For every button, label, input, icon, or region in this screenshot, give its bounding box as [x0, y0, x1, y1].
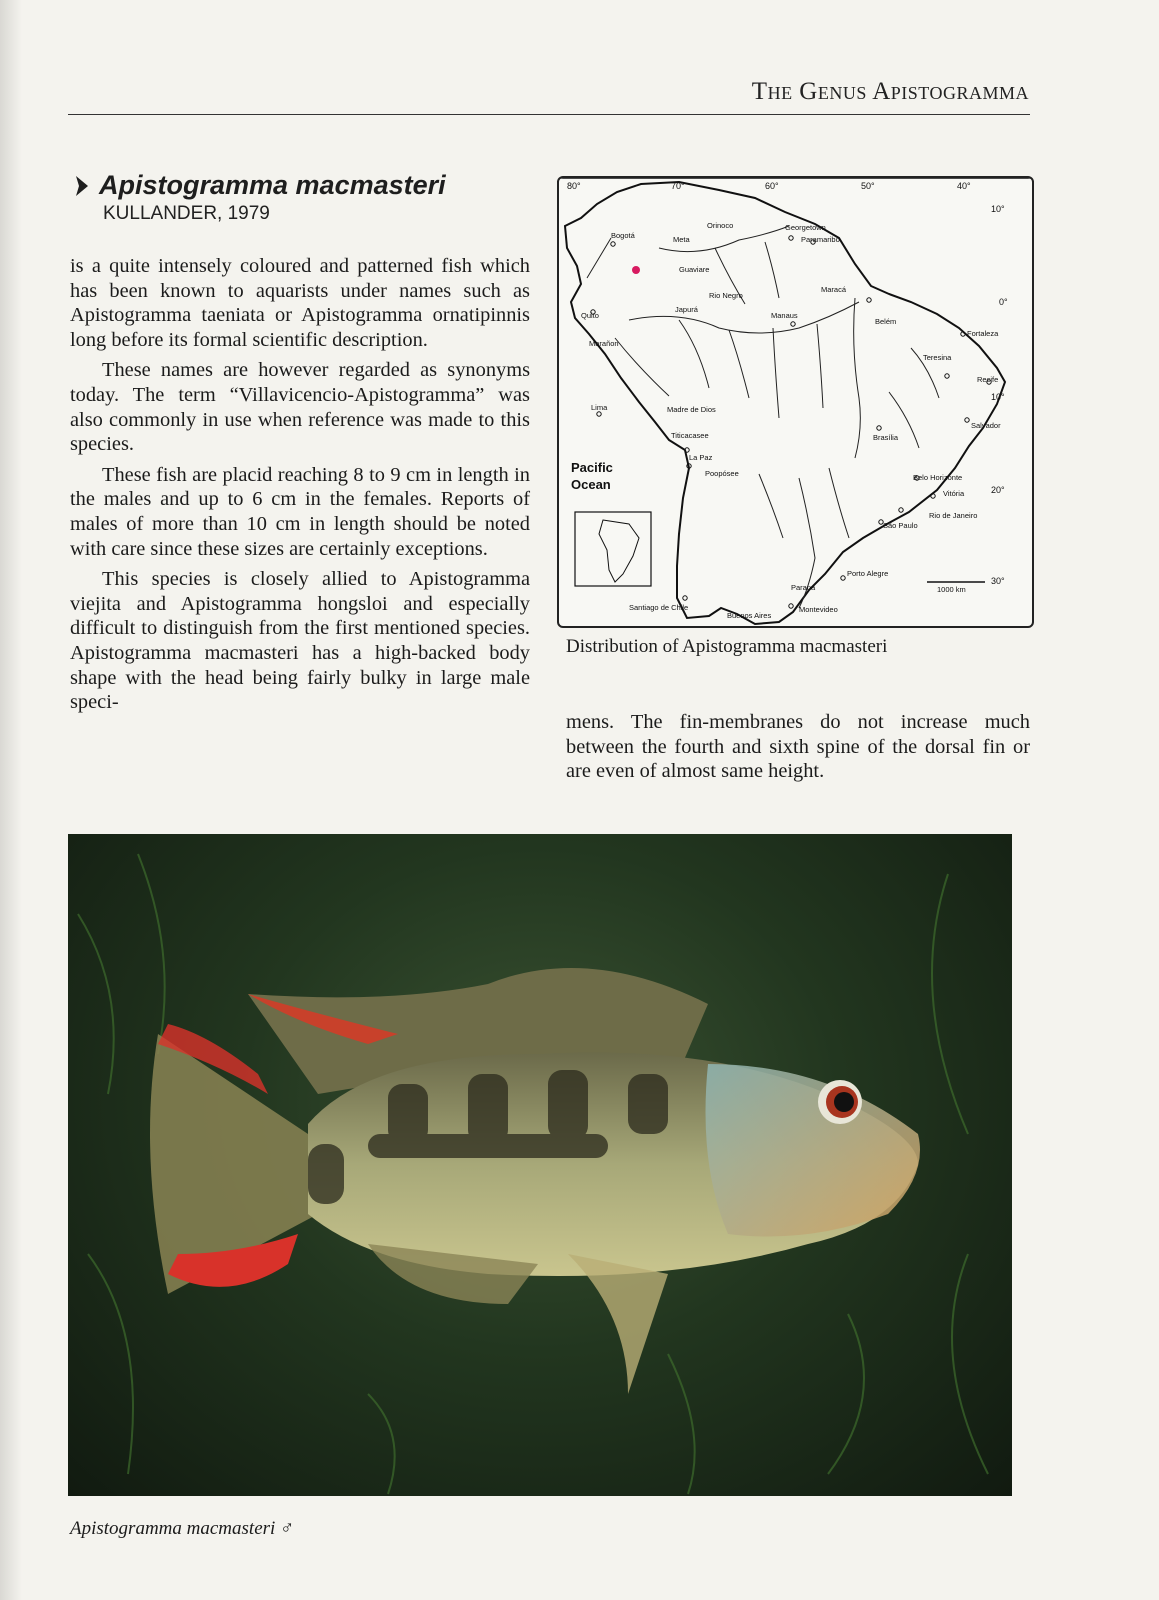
label-guaviare: Guaviare: [679, 265, 710, 274]
scale-label: 1000 km: [937, 585, 966, 594]
header-rule: [68, 114, 1030, 115]
lon-label-80: 80°: [567, 181, 581, 191]
continent-outline: [565, 182, 1005, 624]
distribution-map: [557, 176, 1034, 628]
label-santiago: Santiago de Chile: [629, 603, 689, 612]
label-buenos-aires: Buenos Aires: [727, 611, 772, 620]
label-meta: Meta: [673, 235, 690, 244]
label-rio-negro: Rio Negro: [709, 291, 743, 300]
label-porto-alegre: Porto Alegre: [847, 569, 889, 578]
species-heading: [75, 170, 535, 225]
page-gutter-shadow: [0, 0, 22, 1600]
label-manaus: Manaus: [771, 311, 798, 320]
map-caption: Distribution of Apistogramma macmasteri: [566, 636, 888, 657]
lon-label-70: 70°: [671, 181, 685, 191]
label-la-paz: La Paz: [689, 453, 713, 462]
lat-label-20s: 20°: [991, 485, 1005, 495]
lon-label-40: 40°: [957, 181, 971, 191]
left-column: [70, 254, 530, 721]
label-paramaribo: Paramaribo: [801, 235, 840, 244]
label-recife: Recife: [977, 375, 999, 384]
species-title: Apistogramma macmasteri: [99, 170, 446, 200]
label-ocean: Ocean: [571, 477, 611, 492]
fish-photo: [68, 834, 1012, 1496]
label-japura: Japurá: [675, 305, 698, 314]
inset-continent: [599, 520, 639, 582]
lat-label-30s: 30°: [991, 576, 1005, 586]
label-orinoco: Orinoco: [707, 221, 734, 230]
label-belem: Belém: [875, 317, 897, 326]
inset-map-frame: [575, 512, 651, 586]
species-author: KULLANDER, 1979: [103, 203, 270, 224]
lat-label-10s: 10°: [991, 392, 1005, 402]
label-maranon: Marañon: [589, 339, 619, 348]
label-brasilia: Brasília: [873, 433, 899, 442]
label-teresina: Teresina: [923, 353, 952, 362]
label-lima: Lima: [591, 403, 608, 412]
label-madre-de-dios: Madre de Dios: [667, 405, 716, 414]
label-titicaca: Titicacasee: [671, 431, 709, 440]
label-bogota: Bogotá: [611, 231, 635, 240]
label-vitoria: Vitória: [943, 489, 965, 498]
paragraph-3: These fish are placid reaching 8 to 9 cm in length in the males and up to 6 cm in the females. Reports of males of more than 10 cm in length should be noted with care since these sizes are certainly exceptions.: [70, 463, 530, 560]
label-parana: Paraná: [791, 583, 816, 592]
running-head: The Genus Apistogramma: [751, 78, 1029, 105]
paragraph-4: This species is closely allied to Apistogramma viejita and Apistogramma hongsloi and especially difficult to distinguish from the first mentioned species. Apistogramma macmasteri has a high-backed body shape with the head being fairly bulky in large male speci-: [70, 568, 530, 714]
lon-label-60: 60°: [765, 181, 779, 191]
south-america-map: [559, 178, 1032, 626]
arrow-bullet-icon: [75, 175, 89, 197]
label-salvador: Salvador: [971, 421, 1001, 430]
label-poopo: Poopósee: [705, 469, 739, 478]
label-fortaleza: Fortaleza: [967, 329, 999, 338]
paragraph-2: These names are however regarded as synonyms today. The term “Villavicencio-Apistogramma” was also commonly in use when reference was made to this species.: [70, 359, 530, 456]
label-quito: Quito: [581, 311, 599, 320]
fish-illustration: [68, 834, 1012, 1496]
distribution-marker: [632, 266, 640, 274]
photo-caption: Apistogramma macmasteri ♂: [70, 1518, 295, 1539]
right-column: [566, 710, 1030, 784]
label-montevideo: Montevideo: [799, 605, 838, 614]
label-belo-horizonte: Belo Horizonte: [913, 473, 963, 482]
paragraph-1: is a quite intensely coloured and patterned fish which has been known to aquarists under names such as Apistogramma taeniata or Apistogramma ornatipinnis long before its formal scientific description.: [70, 255, 530, 351]
lat-label-10n: 10°: [991, 204, 1005, 214]
label-maraca: Maracá: [821, 285, 847, 294]
lon-label-50: 50°: [861, 181, 875, 191]
label-pacific: Pacific: [571, 460, 613, 475]
lat-label-0: 0°: [999, 297, 1008, 307]
paragraph-5: mens. The fin-membranes do not increase much between the fourth and sixth spine of the dorsal fin or are even of almost same height.: [566, 711, 1030, 783]
label-rio-de-janeiro: Rio de Janeiro: [929, 511, 978, 520]
label-sao-paulo: São Paulo: [883, 521, 918, 530]
label-georgetown: Georgetown: [785, 223, 826, 232]
